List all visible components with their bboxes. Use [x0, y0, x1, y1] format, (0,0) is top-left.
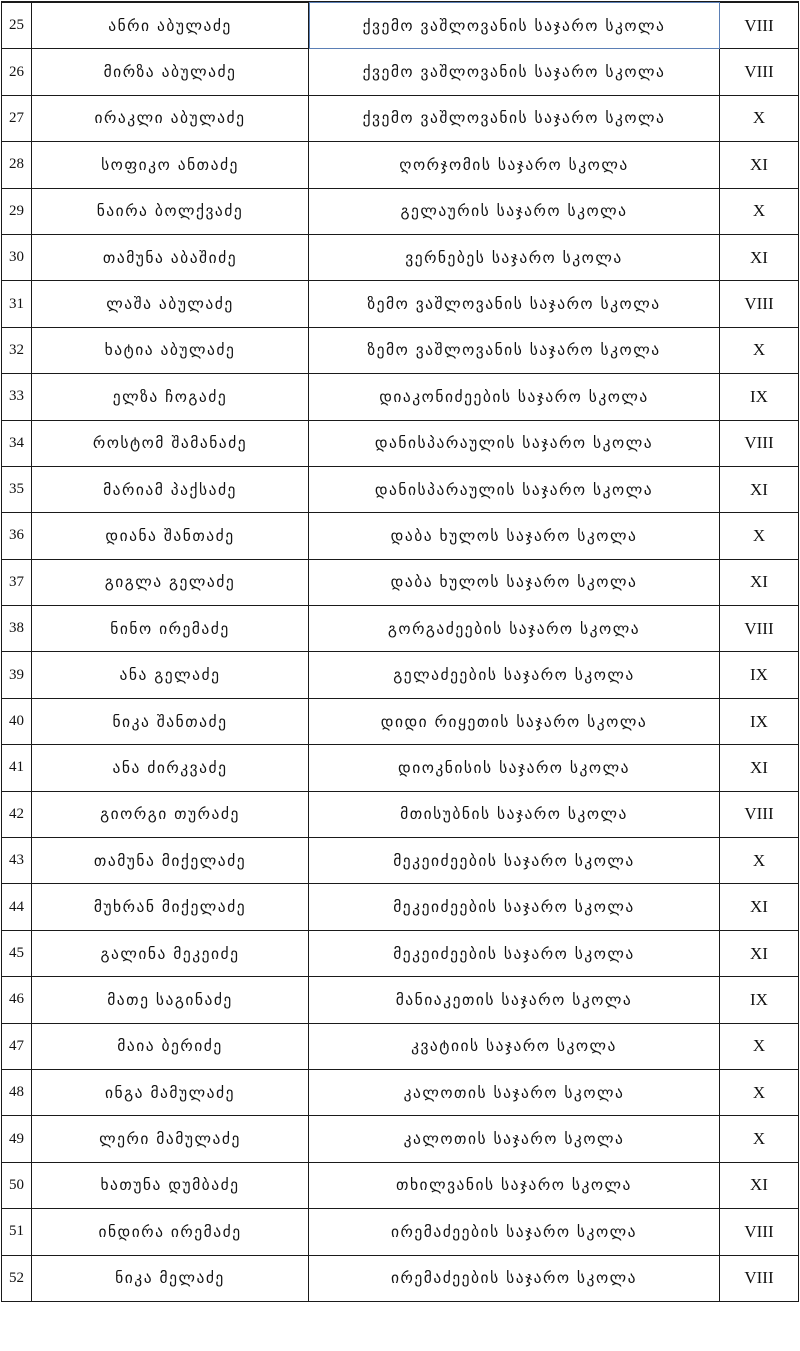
row-number: 31: [2, 281, 32, 327]
table-row: [2, 652, 799, 698]
row-number: 35: [2, 466, 32, 512]
school-name: ქვემო ვაშლოვანის საჯარო სკოლა: [309, 2, 720, 49]
grade-level: X: [720, 327, 799, 373]
student-name: ინდირა ირემაძე: [32, 1209, 309, 1255]
table-row: [2, 1162, 799, 1208]
table-row: [2, 791, 799, 837]
table-row: [2, 1023, 799, 1069]
school-name: დიდი რიყეთის საჯარო სკოლა: [309, 698, 720, 744]
school-name: კალოთის საჯარო სკოლა: [309, 1116, 720, 1162]
student-name: ხატია აბულაძე: [32, 327, 309, 373]
student-name: ნაირა ბოლქვაძე: [32, 188, 309, 234]
row-number: 30: [2, 234, 32, 280]
table-row: [2, 1255, 799, 1301]
school-name: გორგაძეების საჯარო სკოლა: [309, 606, 720, 652]
grade-level: VIII: [720, 420, 799, 466]
grade-level: VIII: [720, 49, 799, 95]
school-name: კვატიის საჯარო სკოლა: [309, 1023, 720, 1069]
row-number: 52: [2, 1255, 32, 1301]
grade-level: X: [720, 95, 799, 141]
row-number: 25: [2, 2, 32, 49]
student-name: ლაშა აბულაძე: [32, 281, 309, 327]
row-number: 39: [2, 652, 32, 698]
row-number: 33: [2, 374, 32, 420]
school-name: ზემო ვაშლოვანის საჯარო სკოლა: [309, 327, 720, 373]
student-name: სოფიკო ანთაძე: [32, 142, 309, 188]
grade-level: IX: [720, 374, 799, 420]
row-number: 42: [2, 791, 32, 837]
school-name: დაბა ხულოს საჯარო სკოლა: [309, 513, 720, 559]
table-row: [2, 977, 799, 1023]
table-row: [2, 142, 799, 188]
row-number: 37: [2, 559, 32, 605]
table-row: [2, 374, 799, 420]
table-row: [2, 559, 799, 605]
table-row: [2, 884, 799, 930]
grade-level: IX: [720, 698, 799, 744]
student-name: თამუნა მიქელაძე: [32, 838, 309, 884]
table-row: [2, 420, 799, 466]
student-name: ნინო ირემაძე: [32, 606, 309, 652]
table-row: [2, 327, 799, 373]
row-number: 48: [2, 1069, 32, 1115]
student-name: ანა ძირკვაძე: [32, 745, 309, 791]
grade-level: VIII: [720, 1209, 799, 1255]
table-row: [2, 49, 799, 95]
student-name: გიგლა გელაძე: [32, 559, 309, 605]
grade-level: X: [720, 1069, 799, 1115]
school-name: დანისპარაულის საჯარო სკოლა: [309, 466, 720, 512]
student-name: მაია ბერიძე: [32, 1023, 309, 1069]
school-name: კალოთის საჯარო სკოლა: [309, 1069, 720, 1115]
row-number: 34: [2, 420, 32, 466]
table-row: [2, 1209, 799, 1255]
student-table-body: [2, 2, 799, 1301]
row-number: 47: [2, 1023, 32, 1069]
grade-level: XI: [720, 745, 799, 791]
grade-level: VIII: [720, 281, 799, 327]
row-number: 41: [2, 745, 32, 791]
student-name: მარიამ პაქსაძე: [32, 466, 309, 512]
grade-level: XI: [720, 1162, 799, 1208]
row-number: 28: [2, 142, 32, 188]
student-name: ინგა მამულაძე: [32, 1069, 309, 1115]
table-row: [2, 745, 799, 791]
student-name: ელზა ჩოგაძე: [32, 374, 309, 420]
student-name: ანრი აბულაძე: [32, 2, 309, 49]
table-row: [2, 234, 799, 280]
student-name: თამუნა აბაშიძე: [32, 234, 309, 280]
row-number: 38: [2, 606, 32, 652]
school-name: დანისპარაულის საჯარო სკოლა: [309, 420, 720, 466]
grade-level: IX: [720, 977, 799, 1023]
grade-level: XI: [720, 466, 799, 512]
school-name: ირემაძეების საჯარო სკოლა: [309, 1255, 720, 1301]
row-number: 50: [2, 1162, 32, 1208]
row-number: 27: [2, 95, 32, 141]
grade-level: X: [720, 188, 799, 234]
school-name: დიაკონიძეების საჯარო სკოლა: [309, 374, 720, 420]
table-row: [2, 2, 799, 49]
row-number: 29: [2, 188, 32, 234]
table-row: [2, 930, 799, 976]
row-number: 46: [2, 977, 32, 1023]
school-name: მთისუბნის საჯარო სკოლა: [309, 791, 720, 837]
school-name: მანიაკეთის საჯარო სკოლა: [309, 977, 720, 1023]
grade-level: XI: [720, 930, 799, 976]
table-row: [2, 281, 799, 327]
student-name: ლერი მამულაძე: [32, 1116, 309, 1162]
school-name: მეკეიძეების საჯარო სკოლა: [309, 930, 720, 976]
student-name: მათე საგინაძე: [32, 977, 309, 1023]
school-name: ღორჯომის საჯარო სკოლა: [309, 142, 720, 188]
row-number: 26: [2, 49, 32, 95]
student-name: ხათუნა დუმბაძე: [32, 1162, 309, 1208]
school-name: ვერნებეს საჯარო სკოლა: [309, 234, 720, 280]
grade-level: VIII: [720, 606, 799, 652]
school-name: დაბა ხულოს საჯარო სკოლა: [309, 559, 720, 605]
school-name: მეკეიძეების საჯარო სკოლა: [309, 838, 720, 884]
table-row: [2, 466, 799, 512]
table-row: [2, 95, 799, 141]
row-number: 49: [2, 1116, 32, 1162]
row-number: 40: [2, 698, 32, 744]
student-name: ნიკა მელაძე: [32, 1255, 309, 1301]
table-row: [2, 1116, 799, 1162]
student-name: როსტომ შამანაძე: [32, 420, 309, 466]
student-name: მუხრან მიქელაძე: [32, 884, 309, 930]
school-name: დიოკნისის საჯარო სკოლა: [309, 745, 720, 791]
grade-level: XI: [720, 234, 799, 280]
school-name: ზემო ვაშლოვანის საჯარო სკოლა: [309, 281, 720, 327]
table-row: [2, 698, 799, 744]
grade-level: X: [720, 1023, 799, 1069]
student-name: გალინა მეკეიძე: [32, 930, 309, 976]
school-name: გელაძეების საჯარო სკოლა: [309, 652, 720, 698]
row-number: 32: [2, 327, 32, 373]
table-row: [2, 838, 799, 884]
row-number: 43: [2, 838, 32, 884]
school-name: მეკეიძეების საჯარო სკოლა: [309, 884, 720, 930]
grade-level: IX: [720, 652, 799, 698]
table-row: [2, 188, 799, 234]
school-name: ქვემო ვაშლოვანის საჯარო სკოლა: [309, 49, 720, 95]
student-name: ანა გელაძე: [32, 652, 309, 698]
grade-level: VIII: [720, 2, 799, 49]
school-name: თხილვანის საჯარო სკოლა: [309, 1162, 720, 1208]
grade-level: VIII: [720, 791, 799, 837]
row-number: 44: [2, 884, 32, 930]
school-name: ირემაძეების საჯარო სკოლა: [309, 1209, 720, 1255]
school-name: ქვემო ვაშლოვანის საჯარო სკოლა: [309, 95, 720, 141]
table-row: [2, 606, 799, 652]
grade-level: XI: [720, 884, 799, 930]
table-row: [2, 513, 799, 559]
school-name: გელაურის საჯარო სკოლა: [309, 188, 720, 234]
student-name: ნიკა შანთაძე: [32, 698, 309, 744]
student-name: გიორგი თურაძე: [32, 791, 309, 837]
student-name: დიანა შანთაძე: [32, 513, 309, 559]
student-table: [1, 1, 799, 1302]
table-row: [2, 1069, 799, 1115]
grade-level: XI: [720, 142, 799, 188]
grade-level: VIII: [720, 1255, 799, 1301]
grade-level: X: [720, 513, 799, 559]
row-number: 51: [2, 1209, 32, 1255]
grade-level: X: [720, 1116, 799, 1162]
grade-level: XI: [720, 559, 799, 605]
row-number: 36: [2, 513, 32, 559]
student-name: მირზა აბულაძე: [32, 49, 309, 95]
student-name: ირაკლი აბულაძე: [32, 95, 309, 141]
grade-level: X: [720, 838, 799, 884]
row-number: 45: [2, 930, 32, 976]
